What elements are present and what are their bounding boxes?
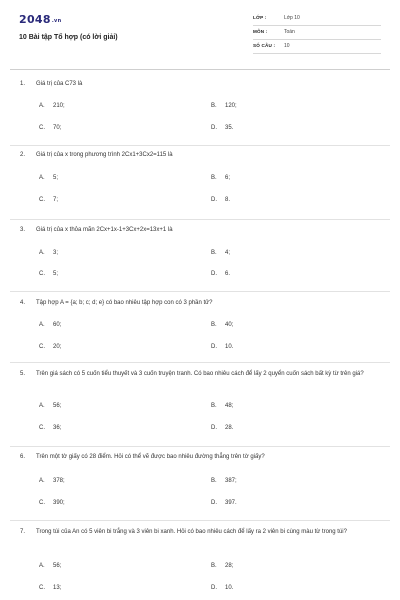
option-key: C. [39,425,45,431]
option-value: 28. [225,425,234,431]
option-value: 56; [53,563,62,569]
option-value: 10. [225,344,234,350]
meta-info [253,13,381,55]
option-key: C. [39,585,45,591]
meta-value: Lớp 10 [284,15,300,21]
answer-option[interactable] [39,425,61,431]
option-value: 13; [53,585,62,591]
answer-option[interactable] [39,103,65,109]
question-text: Giá trị của C73 là [36,81,83,87]
answer-option[interactable] [39,563,61,569]
option-key: D. [211,125,217,131]
answer-option[interactable] [211,125,233,131]
answer-option[interactable] [211,478,237,484]
option-key: A. [39,403,45,409]
meta-row-question-count [253,41,381,54]
question-number: 5. [20,371,26,377]
answer-option[interactable] [39,197,58,203]
option-value: 56; [53,403,62,409]
question-text: Trên giá sách có 5 cuốn tiểu thuyết và 3 cuốn truyện tranh. Có bao nhiêu cách để lấy 2 quyển cuốn sách bất kỳ từ trên giá? [36,371,364,377]
question-number: 6. [20,454,26,460]
answer-option[interactable] [211,271,230,277]
answer-option[interactable] [211,250,230,256]
question-number: 2. [20,152,26,158]
option-key: D. [211,197,217,203]
site-logo[interactable] [19,13,61,26]
question-item [10,363,390,447]
question-item [10,447,390,521]
question-number: 3. [20,227,26,233]
option-key: A. [39,103,45,109]
meta-value: Toán [284,29,295,35]
option-key: A. [39,175,45,181]
option-key: B. [211,478,217,484]
question-number: 7. [20,529,26,535]
option-key: D. [211,271,217,277]
option-key: B. [211,563,217,569]
question-number: 1. [20,81,26,87]
answer-option[interactable] [211,500,237,506]
question-text: Trên một tờ giấy có 28 điểm. Hỏi có thể vẽ được bao nhiêu đường thẳng trên tờ giấy? [36,454,265,460]
answer-option[interactable] [39,125,61,131]
option-value: 10. [225,585,234,591]
option-value: 4; [225,250,231,256]
option-value: 3; [53,250,59,256]
logo-suffix: .vn [51,18,62,24]
option-value: 70; [53,125,62,131]
option-value: 20; [53,344,62,350]
meta-value: 10 [284,43,290,49]
option-value: 6; [225,175,231,181]
answer-option[interactable] [39,250,58,256]
option-value: 390; [53,500,65,506]
option-value: 8. [225,197,231,203]
option-value: 5; [53,175,59,181]
answer-option[interactable] [39,175,58,181]
answer-option[interactable] [39,478,65,484]
option-key: B. [211,175,217,181]
option-value: 60; [53,322,62,328]
option-value: 7; [53,197,59,203]
meta-row-class [253,13,381,26]
question-number: 4. [20,300,26,306]
option-key: D. [211,585,217,591]
question-list [0,70,400,600]
option-key: B. [211,403,217,409]
question-text: Trong túi của An có 5 viên bi trắng và 3 viên bi xanh. Hỏi có bao nhiêu cách để lấy ra 2 viên bi cùng màu từ trong túi? [36,529,347,535]
answer-option[interactable] [211,425,233,431]
option-key: C. [39,344,45,350]
option-value: 387; [225,478,237,484]
option-value: 6. [225,271,231,277]
question-text: Giá trị của x thỏa mãn 2Cx+1x-1+3Cx+2x=13x+1 là [36,227,173,233]
option-key: C. [39,197,45,203]
option-value: 35. [225,125,234,131]
question-item [10,146,390,220]
option-key: A. [39,322,45,328]
option-key: C. [39,125,45,131]
worksheet-header [0,0,400,70]
option-key: A. [39,563,45,569]
option-value: 48; [225,403,234,409]
question-item [10,220,390,292]
meta-row-subject [253,27,381,40]
option-key: C. [39,271,45,277]
question-item [10,70,390,146]
answer-option[interactable] [39,585,61,591]
answer-option[interactable] [39,271,58,277]
answer-option[interactable] [211,403,233,409]
option-key: A. [39,478,45,484]
option-value: 210; [53,103,65,109]
option-key: B. [211,322,217,328]
answer-option[interactable] [211,103,237,109]
option-value: 36; [53,425,62,431]
option-value: 40; [225,322,234,328]
logo-text: 2048 [19,13,51,26]
option-value: 378; [53,478,65,484]
option-key: D. [211,344,217,350]
answer-option[interactable] [211,563,233,569]
option-key: B. [211,250,217,256]
answer-option[interactable] [211,175,230,181]
meta-label: SỐ CÂU : [253,43,276,48]
question-text: Tập hợp A = {a; b; c; d; e} có bao nhiêu tập hợp con có 3 phần tử? [36,300,213,306]
option-value: 28; [225,563,234,569]
answer-option[interactable] [39,344,61,350]
option-key: A. [39,250,45,256]
option-value: 5; [53,271,59,277]
option-key: D. [211,500,217,506]
answer-option[interactable] [211,344,233,350]
option-key: B. [211,103,217,109]
answer-option[interactable] [211,322,233,328]
answer-option[interactable] [39,403,61,409]
question-item [10,292,390,363]
answer-option[interactable] [39,500,65,506]
option-key: C. [39,500,45,506]
answer-option[interactable] [211,197,230,203]
answer-option[interactable] [39,322,61,328]
meta-label: MÔN : [253,29,268,34]
option-key: D. [211,425,217,431]
document-title: 10 Bài tập Tổ hợp (có lời giải) [19,34,118,41]
option-value: 397. [225,500,237,506]
answer-option[interactable] [211,585,233,591]
question-text: Giá trị của x trong phương trình 2Cx1+3Cx2=115 là [36,152,173,158]
meta-label: LỚP : [253,15,267,20]
question-item [10,521,390,600]
option-value: 120; [225,103,237,109]
